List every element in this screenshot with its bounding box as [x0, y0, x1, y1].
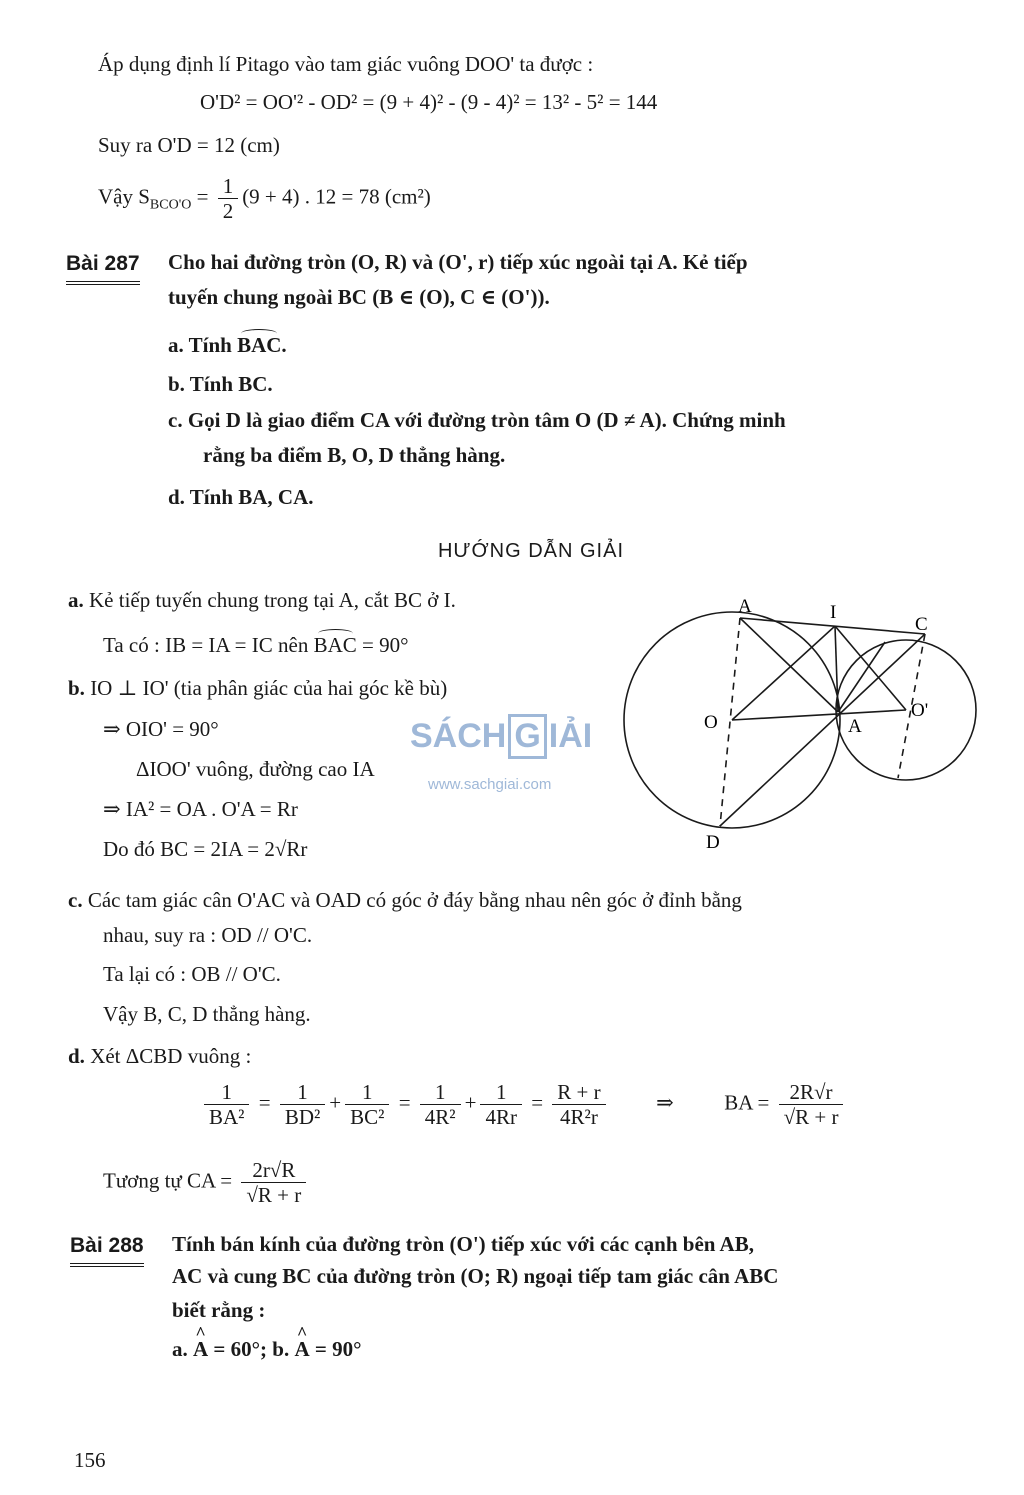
equation-line: O'D² = OO'² - OD² = (9 + 4)² - (9 - 4)² = 13² - 5² = 144 — [200, 90, 658, 114]
fraction-denominator: 2 — [222, 199, 234, 224]
solution-line: ⇒ OIO' = 90° — [103, 717, 219, 741]
numerator: 1 — [420, 1080, 461, 1105]
denominator: √R + r — [246, 1183, 302, 1208]
solution-line: ⇒ IA² = OA . O'A = Rr — [103, 797, 298, 821]
part-label: a. — [68, 588, 84, 612]
part-label: d. — [68, 1044, 85, 1068]
solution-b — [68, 676, 447, 700]
numerator: 2r√R — [241, 1158, 306, 1183]
label-o-prime: O' — [911, 700, 929, 721]
question-text: a. Tính — [168, 333, 238, 357]
part-text: = 90° — [309, 1337, 362, 1361]
segment-dc — [720, 634, 925, 826]
solution-a-line2 — [103, 633, 409, 657]
angle-a-hat: ^ A — [294, 1337, 309, 1361]
operator: = — [258, 1090, 271, 1115]
solution-line: ΔIOO' vuông, đường cao IA — [136, 757, 375, 781]
question-a — [168, 333, 287, 357]
numerator: 2R√r — [779, 1080, 844, 1105]
segment-ba — [740, 618, 838, 712]
angle-bac: BAC — [313, 633, 357, 657]
numerator: 1 — [345, 1080, 389, 1105]
segment-oo-prime — [732, 710, 906, 720]
solution-text: Kẻ tiếp tuyến chung trong tại A, cắt BC ở I. — [89, 588, 456, 612]
fraction — [204, 1080, 249, 1129]
operator: = — [531, 1090, 544, 1115]
implies-arrow: ⇒ — [656, 1090, 674, 1115]
fraction-half — [218, 174, 239, 223]
label-a-contact: A — [848, 716, 862, 737]
watermark-text: SÁCH — [410, 717, 507, 755]
numerator: 1 — [280, 1080, 325, 1105]
operator: + — [464, 1090, 477, 1115]
area-result: (9 + 4) . 12 = 78 (cm²) — [242, 184, 431, 209]
text-line: Áp dụng định lí Pitago vào tam giác vuông DOO' ta được : — [98, 52, 594, 76]
fraction — [241, 1158, 306, 1207]
label-i: I — [830, 602, 837, 623]
fraction — [480, 1080, 522, 1129]
label-a-top: A — [738, 596, 752, 617]
operator: + — [329, 1090, 342, 1115]
part-text: = 60°; b. — [208, 1337, 295, 1361]
denominator: √R + r — [783, 1105, 839, 1130]
watermark-g-box: G — [508, 714, 546, 759]
fraction — [345, 1080, 389, 1129]
solution-text: = 90° — [356, 633, 409, 657]
angle-bac: BAC — [237, 333, 282, 357]
label-c: C — [915, 614, 928, 635]
ca-label: Tương tự CA = — [103, 1168, 233, 1193]
question-d: d. Tính BA, CA. — [168, 485, 314, 509]
label-o: O — [704, 712, 718, 733]
solution-text: Ta có : IB = IA = IC nên — [103, 633, 314, 657]
denominator: 4Rr — [485, 1105, 517, 1130]
question-text: . — [281, 333, 287, 357]
denominator: BD² — [284, 1105, 321, 1130]
exercise-prompt: AC và cung BC của đường tròn (O; R) ngoại tiếp tam giác cân ABC — [172, 1264, 779, 1288]
denominator: BA² — [209, 1105, 245, 1130]
area-subscript: BCO'O — [149, 197, 192, 213]
solution-text: Các tam giác cân O'AC và OAD có góc ở đáy bằng nhau nên góc ở đỉnh bằng — [87, 888, 742, 912]
question-b: b. Tính BC. — [168, 372, 273, 396]
fraction-numerator: 1 — [218, 174, 239, 199]
solution-line: Ta lại có : OB // O'C. — [103, 962, 281, 986]
solution-line: Do đó BC = 2IA = 2√Rr — [103, 837, 308, 861]
exercise-prompt: Tính bán kính của đường tròn (O') tiếp xúc với các cạnh bên AB, — [172, 1232, 754, 1256]
solution-line: Vậy B, C, D thẳng hàng. — [103, 1002, 311, 1026]
denominator: BC² — [350, 1105, 385, 1130]
exercise-prompt: biết rằng : — [172, 1298, 266, 1322]
solution-text: IO ⊥ IO' (tia phân giác của hai góc kề bù) — [90, 676, 448, 700]
part-label: b. — [68, 676, 85, 700]
area-formula — [98, 174, 431, 223]
solution-a — [68, 588, 456, 612]
part-label: c. — [68, 888, 83, 912]
question-c-cont: rằng ba điểm B, O, D thẳng hàng. — [203, 443, 506, 467]
page-number: 156 — [74, 1448, 106, 1472]
fraction — [420, 1080, 461, 1129]
segment-io — [732, 626, 835, 720]
fraction — [280, 1080, 325, 1129]
watermark-text: IẢI — [548, 717, 593, 755]
denominator: 4R²r — [560, 1105, 598, 1130]
exercise-parts — [172, 1337, 362, 1361]
equation-ca — [103, 1158, 310, 1207]
operator: = — [398, 1090, 411, 1115]
solution-text: Xét ΔCBD vuông : — [90, 1044, 252, 1068]
numerator: 1 — [480, 1080, 522, 1105]
equation-d — [200, 1080, 847, 1129]
watermark-logo — [410, 714, 592, 759]
area-prefix: Vậy S — [98, 184, 150, 209]
solution-line: nhau, suy ra : OD // O'C. — [103, 923, 313, 947]
label-d: D — [706, 832, 720, 853]
geometry-figure — [620, 590, 990, 860]
fraction — [779, 1080, 844, 1129]
fraction — [552, 1080, 605, 1129]
equals-sign: = — [196, 184, 209, 209]
solution-d — [68, 1044, 251, 1068]
angle-a-hat: ^ A — [193, 1337, 208, 1361]
numerator: R + r — [552, 1080, 605, 1105]
dashed-bd — [720, 618, 740, 826]
question-c: c. Gọi D là giao điểm CA với đường tròn tâm O (D ≠ A). Chứng minh — [168, 408, 786, 432]
ba-label: BA = — [724, 1090, 770, 1115]
text-line: Suy ra O'D = 12 (cm) — [98, 133, 280, 157]
denominator: 4R² — [424, 1105, 456, 1130]
exercise-prompt: Cho hai đường tròn (O, R) và (O', r) tiếp xúc ngoài tại A. Kẻ tiếp — [168, 250, 748, 274]
watermark-url: www.sachgiai.com — [428, 776, 552, 793]
exercise-label-287: Bài 287 — [66, 252, 140, 285]
exercise-prompt: tuyến chung ngoài BC (B ∈ (O), C ∈ (O')). — [168, 285, 550, 309]
part-text: a. — [172, 1337, 193, 1361]
segment-io-prime — [835, 626, 906, 710]
solution-c — [68, 888, 742, 912]
numerator: 1 — [204, 1080, 249, 1105]
solution-heading: HƯỚNG DẪN GIẢI — [437, 540, 625, 562]
exercise-label-288: Bài 288 — [70, 1234, 144, 1267]
